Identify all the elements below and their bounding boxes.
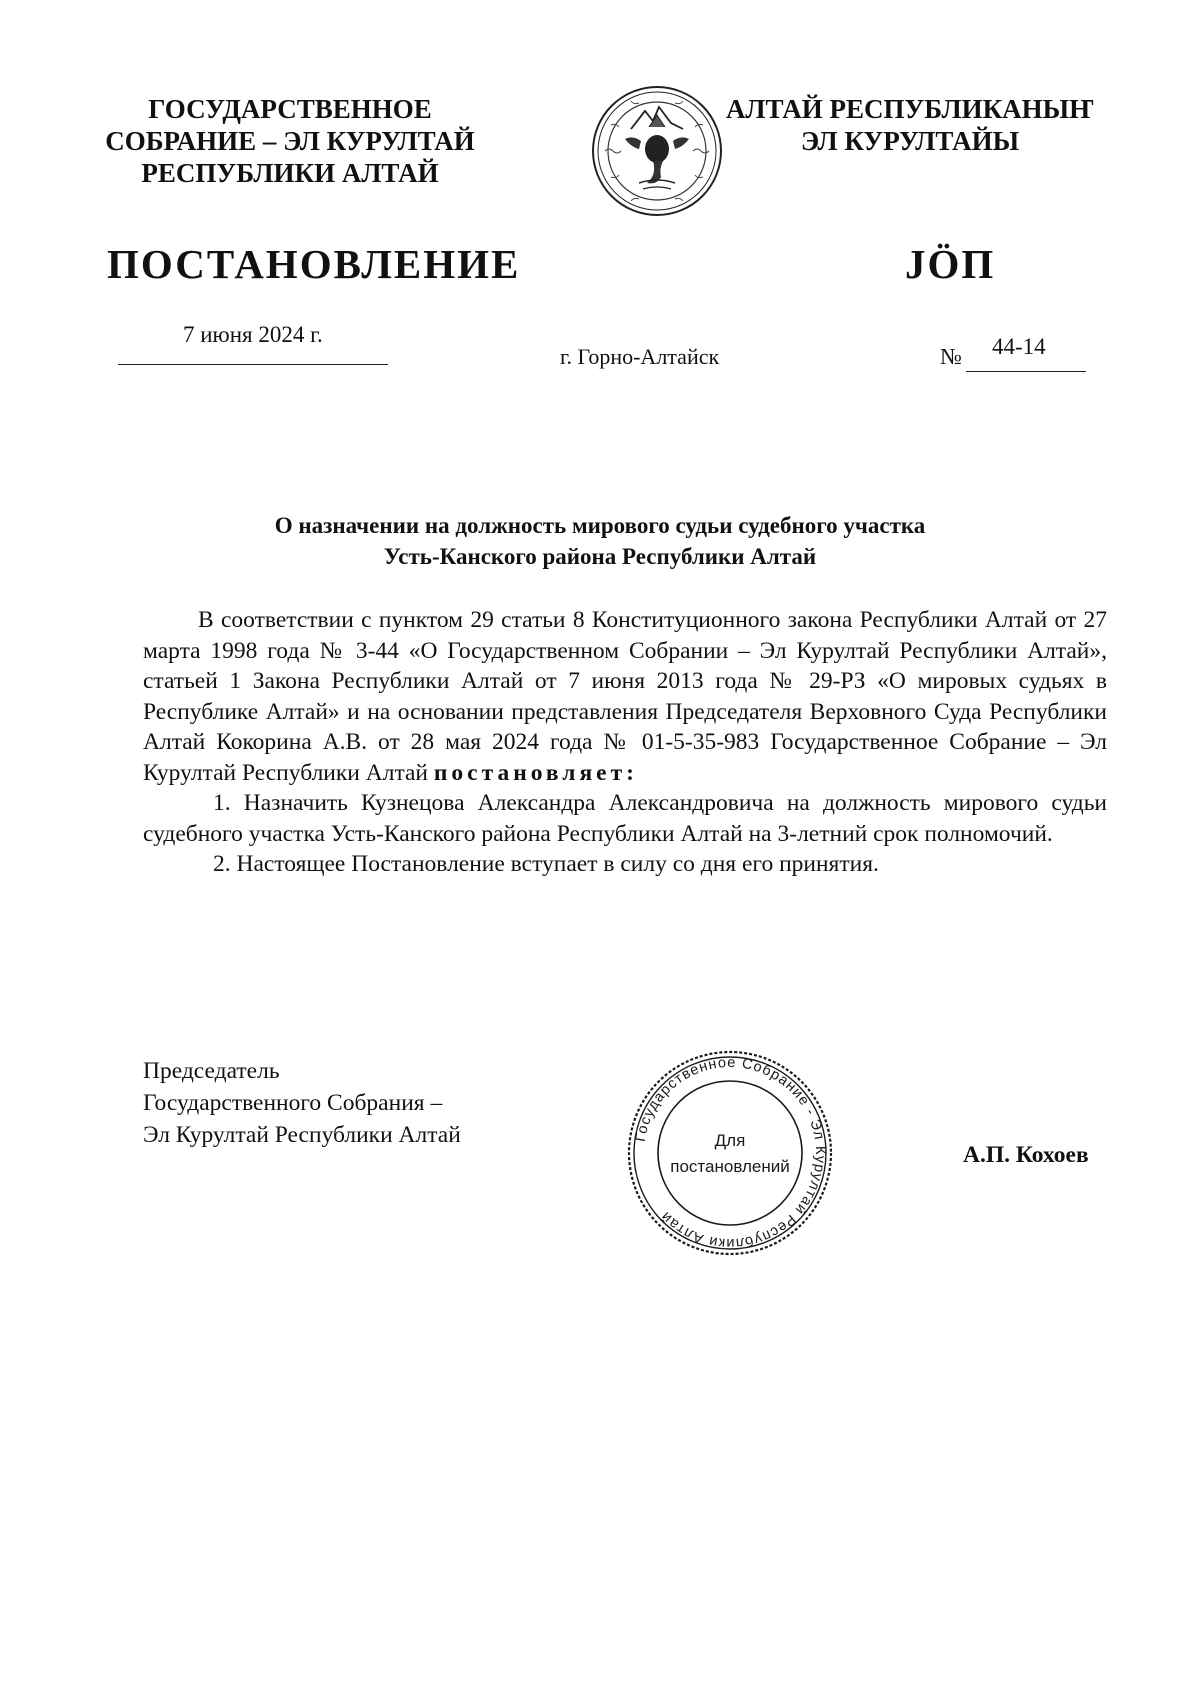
stamp-seal bbox=[625, 1048, 835, 1258]
stamp-center-line-1: Для bbox=[714, 1131, 746, 1150]
issuer-line-3: РЕСПУБЛИКИ АЛТАЙ bbox=[141, 158, 439, 188]
resolution-item-2: 2. Настоящее Постановление вступает в силу со дня его принятия. bbox=[213, 851, 879, 877]
title-line-2: Усть-Канского района Республики Алтай bbox=[383, 544, 817, 569]
preamble-paragraph bbox=[143, 605, 1107, 788]
document-type-russian: ПОСТАНОВЛЕНИЕ bbox=[107, 241, 521, 287]
stamp-ring-text: Государственное Собрание - Эл Курултай Республики Алтай bbox=[632, 1054, 829, 1252]
date-underline bbox=[118, 364, 388, 365]
number-prefix: № bbox=[940, 344, 962, 369]
position-line-3: Эл Курултай Республики Алтай bbox=[143, 1122, 461, 1148]
position-line-1: Председатель bbox=[143, 1058, 280, 1084]
issuer-name-russian bbox=[90, 93, 490, 189]
stamp-center-line-2: постановлений bbox=[670, 1157, 790, 1176]
coat-of-arms bbox=[591, 85, 723, 217]
issuer-altai-line-1: АЛТАЙ РЕСПУБЛИКАНЫҤ bbox=[725, 94, 1095, 124]
official-stamp bbox=[625, 1048, 835, 1258]
resolution-item-1: 1. Назначить Кузнецова Александра Александровича на должность мирового судьи судебного участка Усть-Канского района Республики Алтай на 3-летний срок полномочий. bbox=[143, 790, 1107, 847]
document-body bbox=[143, 605, 1107, 880]
issuer-altai-line-2: ЭЛ КУРУЛТАЙЫ bbox=[800, 126, 1020, 156]
signatory-position bbox=[143, 1055, 461, 1151]
altai-republic-coat-of-arms-icon bbox=[591, 85, 723, 217]
issuer-name-altai bbox=[710, 93, 1110, 157]
resolution-keyword: постановляет: bbox=[433, 759, 638, 786]
document-title bbox=[100, 510, 1100, 572]
document-type-altai: JӦП bbox=[905, 241, 996, 287]
document-number: 44-14 bbox=[992, 334, 1046, 359]
issuer-line-2: СОБРАНИЕ – ЭЛ КУРУЛТАЙ bbox=[105, 126, 475, 156]
preamble-text: В соответствии с пунктом 29 статьи 8 Конституционного закона Республики Алтай от 27 марта 1998 года № 3-44 «О Государственном Собрании – Эл Курултай Республики Алтай», статьей 1 Закона Республики Алтай от 7 июня 2013 года № 29-РЗ «О мировых судьях в Республике Алтай» и на основании представления Председателя Верховного Суда Республики Алтай Кокорина А.В. от 28 мая 2024 года № 01-5-35-983 Государственное Собрание – Эл Курултай Республики Алтай bbox=[143, 607, 1107, 786]
number-underline bbox=[966, 371, 1086, 372]
signatory-name: А.П. Кохоев bbox=[963, 1142, 1089, 1168]
title-line-1: О назначении на должность мирового судьи судебного участка bbox=[274, 513, 926, 538]
document-date: 7 июня 2024 г. bbox=[183, 322, 323, 347]
position-line-2: Государственного Собрания – bbox=[143, 1090, 443, 1116]
document-city: г. Горно-Алтайск bbox=[560, 344, 720, 369]
issuer-line-1: ГОСУДАРСТВЕННОЕ bbox=[148, 94, 432, 124]
